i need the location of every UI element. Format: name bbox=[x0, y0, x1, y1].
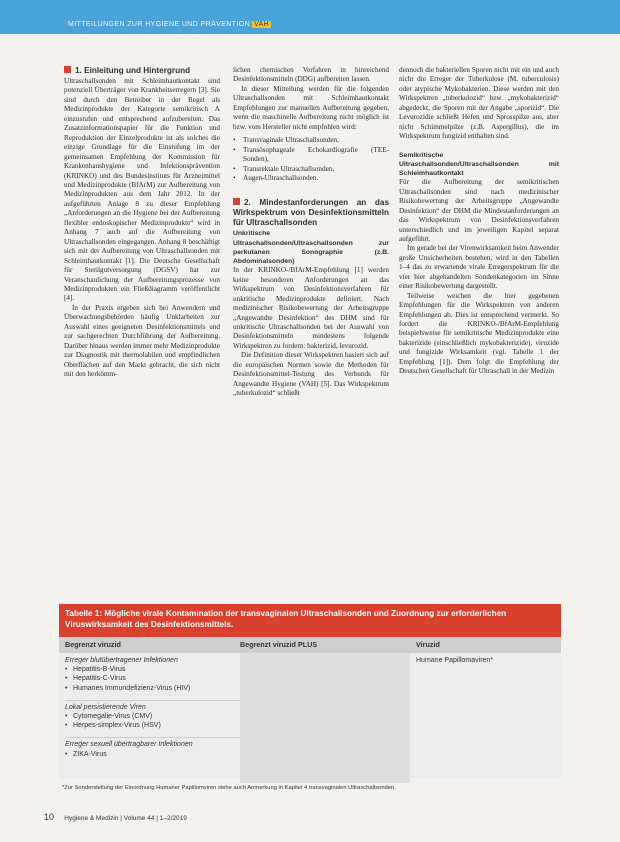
section-marker-icon bbox=[64, 66, 71, 73]
list-item: • Transvaginale Ultraschallsonden, bbox=[233, 136, 389, 145]
list-item: • Cytomegalie-Virus (CMV) bbox=[65, 712, 240, 721]
table-body bbox=[59, 653, 561, 783]
begrenzt-viruzid-plus-cell bbox=[240, 653, 410, 783]
list-item: • ZIKA-Virus bbox=[65, 750, 240, 759]
page-header-bar bbox=[0, 0, 620, 34]
list-item: • Transrektale Ultraschallsonden, bbox=[233, 165, 389, 174]
viruzid-cell bbox=[410, 653, 561, 783]
paragraph: Teilweise weichen die hier gegebenen Empfehlungen für die Wirkspektren von anderen Empfehlungen ab. Dies ist entsprechend vermerkt. So fordert die KRINKO-/BfArM-Empfehlung beispielsweise für semikritische Medizinprodukte eine bakterizide (einschließlich mykobakterizide), viruzide und fungizide Wirksamkeit (vgl. Tabelle 1 der Empfehlung [1]). Dem folgt die Empfehlung der Deutschen Gesellschaft für Ultraschall in der Medizin bbox=[399, 291, 559, 376]
list-item: Humane Papillomaviren* bbox=[416, 657, 494, 664]
group-title: Lokal persistierende Viren bbox=[65, 700, 240, 712]
section-marker-icon bbox=[233, 198, 240, 205]
begrenzt-viruzid-cell bbox=[59, 653, 240, 783]
sonden-list bbox=[233, 136, 389, 183]
table-footnote: *Zur Sonderstellung der Einordnung Humaner Papillomviren siehe auch Anmerkung in Kapitel 4 transvaginalen Ultraschallsonden. bbox=[62, 785, 396, 791]
column-1 bbox=[64, 66, 220, 380]
list-item: • Transösophageale Echokardiografie (TEE-Sonden), bbox=[233, 146, 389, 165]
table-title: Tabelle 1: Mögliche virale Kontamination der transvaginalen Ultraschallsonden und Zuordnung zur erforderlichen Viruswirksamkeit des Desinfektionsmittels. bbox=[59, 604, 561, 637]
list-item: • Hepatitis-C-Virus bbox=[65, 674, 240, 683]
header-title: MITTEILUNGEN ZUR HYGIENE UND PRÄVENTION VAH bbox=[68, 21, 270, 28]
group-title: Erreger sexuell übertragbarer Infektionen bbox=[65, 737, 240, 749]
paragraph: Ultraschallsonden mit Schleimhautkontakt sind potenziell Überträger von Krankheitserregern [3]. Sie sind durch den Betreiber in der Regel als Medizinprodukte der Kategorie semikritisch A einzustufen und entsprechend aufzubereiten. Das Zusatzinformationspapier für die Funktion und Reproduktion der Einzelprodukte ist als solches die einzige Grundlage für die Einstufung im der gemeinsamen Empfehlung der Kommission für Krankenhaushygiene und Infektionsprävention (KRINKO) und des Bundesinstituts für Arzneimittel und Medizinprodukte (BfArM) zur Aufbereitung von Medizinprodukten aus dem Jahr 2012. In der aufgeführten Anlage 8 zu dieser Empfehlung „Anforderungen an die Hygiene bei der Aufbereitung flexibler endoskopischer Medizinprodukte“ wird in Anhang 7 auch auf die Aufbereitung von Ultraschallsonden eingegangen. Anhang 8 beschäftigt sich mit der Aufbereitung von Ultraschallsonden mit Schleimhautkontakt [1]. Die Deutsche Gesellschaft für Sterilgutversorgung (DGSV) hat zur Veranschaulichung der Aufbereitungsprozesse von Medizinprodukten ein Fließdiagramm veröffentlicht [4]. bbox=[64, 77, 220, 303]
paragraph: lichen chemischen Verfahren in hinreichend Desinfektionsmitteln (DDG) aufbereiten lassen. bbox=[233, 66, 389, 84]
paragraph: Im gerade bei der Virenwirksamkeit beim Anwender große Unsicherheiten bestehen, wird in den Tabellen 1–4 das zu erwartende virale Erregerspektrum für die vier hier abgehandelten Sondenkategorien im Sinne einer Risikobewertung dargestellt. bbox=[399, 244, 559, 291]
paragraph: Für die Aufbereitung der semikritischen Ultraschallsonden sind nach medizinischer Risikobewertung der Arbeitsgruppe „Angewandte Desinfektion“ der DHM die Mindestanforderungen an das Wirkspektrum von Desinfektionsverfahren unterschiedlich und im jeweiligen Kapitel separat aufgeführt. bbox=[399, 178, 559, 243]
list-item: • Hepatitis-B-Virus bbox=[65, 665, 240, 674]
column-2 bbox=[233, 66, 389, 399]
group-title: Erreger blutübertragener Infektionen bbox=[65, 657, 178, 664]
paragraph: dennoch die bakteriellen Sporen nicht mit ein und auch nicht die Erreger der Tuberkulose (M. tuberculosis) oder atypische Mykobakterien. Diese werden mit den Wirkspektren „tuberkulozid“ bzw. „mykobakterizid“ abgedeckt, die Sporen mit der Angabe „sporizid“. Die Levurozidie schließt Hefen und Sprosspilze aus, aber nicht Schimmelpilze (z.B. Aspergillus), die im Wirkspektrum fungizid enthalten sind. bbox=[399, 66, 559, 141]
table-header-row bbox=[59, 637, 561, 653]
subheading: Unkritische Ultraschallsonden/Ultraschallsonden zur perkutanen Sonographie (z.B. Abdominalsonden) bbox=[233, 230, 389, 266]
list-item: • Augen-Ultraschallsonden. bbox=[233, 174, 389, 183]
page-number: 10 bbox=[44, 812, 55, 822]
group-items bbox=[65, 665, 240, 693]
group-items bbox=[65, 712, 240, 730]
column-header: Begrenzt viruzid PLUS bbox=[240, 640, 318, 649]
paragraph: In dieser Mitteilung werden für die folgenden Ultraschallsonden mit Schleimhautkontakt Empfehlungen zur manuellen Aufbereitung gegeben, wenn die maschinelle Aufbereitung nicht möglich ist bzw. vom Hersteller nicht empfohlen wird: bbox=[233, 84, 389, 131]
page-footer bbox=[44, 812, 187, 822]
column-header: Viruzid bbox=[416, 640, 440, 649]
header-highlight: VAH bbox=[254, 21, 270, 28]
paragraph: In der KRINKO-/BfArM-Empfehlung [1] werden keine besonderen Anforderungen an das Wirkspektrum von Desinfektionsverfahren für unkritische Medizinprodukte definiert. Nach medizinischer Risikobewertung der Arbeitsgruppe „Angewandte Desinfektion“ des DHM sind für unkritische Ultraschallsonden bei der Auswahl von Desinfektionsmitteln mindestens folgende Wirkspektren zu fordern: bakterizid, levurozid. bbox=[233, 266, 389, 350]
group-items bbox=[65, 750, 240, 759]
list-item: • Humanes Immundefizienz-Virus (HIV) bbox=[65, 684, 240, 693]
journal-source: Hygiene & Medizin | Volume 44 | 1–2/2019 bbox=[64, 815, 187, 822]
column-header: Begrenzt viruzid bbox=[65, 640, 121, 649]
column-3 bbox=[399, 66, 559, 377]
section-heading-2: 2. Mindestanforderungen an das Wirkspektrum von Desinfektionsmitteln für Ultraschallsonden bbox=[233, 198, 389, 228]
section-heading-1: 1. Einleitung und Hintergrund bbox=[64, 66, 220, 76]
list-item: • Herpes-simplex-Virus (HSV) bbox=[65, 721, 240, 730]
paragraph: In der Praxis ergeben sich bei Anwendern und Überwachungsbehörden häufig Unklarheiten zur Auswahl eines geeigneten Desinfektionsmittels und zur sachgerechten Durchführung der Aufbereitung. Darüber hinaus werden immer mehr Medizinprodukte zur Diagnostik mit thermolabilen und empfindlichen Oberflächen auf den Markt gebracht, die sich nicht mit den herkömm- bbox=[64, 303, 220, 379]
table-1 bbox=[59, 604, 561, 778]
paragraph: Die Definition dieser Wirkspektren basiert sich auf die europäischen Normen sowie die Methoden für Desinfektionsmittel-Testung des Verbunds für Angewandte Hygiene (VAH) [5]. Das Wirkspektrum „tuberkulozid“ schließt bbox=[233, 351, 389, 398]
subheading: Semikritische Ultraschallsonden/Ultraschallsonden mit Schleimhautkontakt bbox=[399, 151, 559, 178]
